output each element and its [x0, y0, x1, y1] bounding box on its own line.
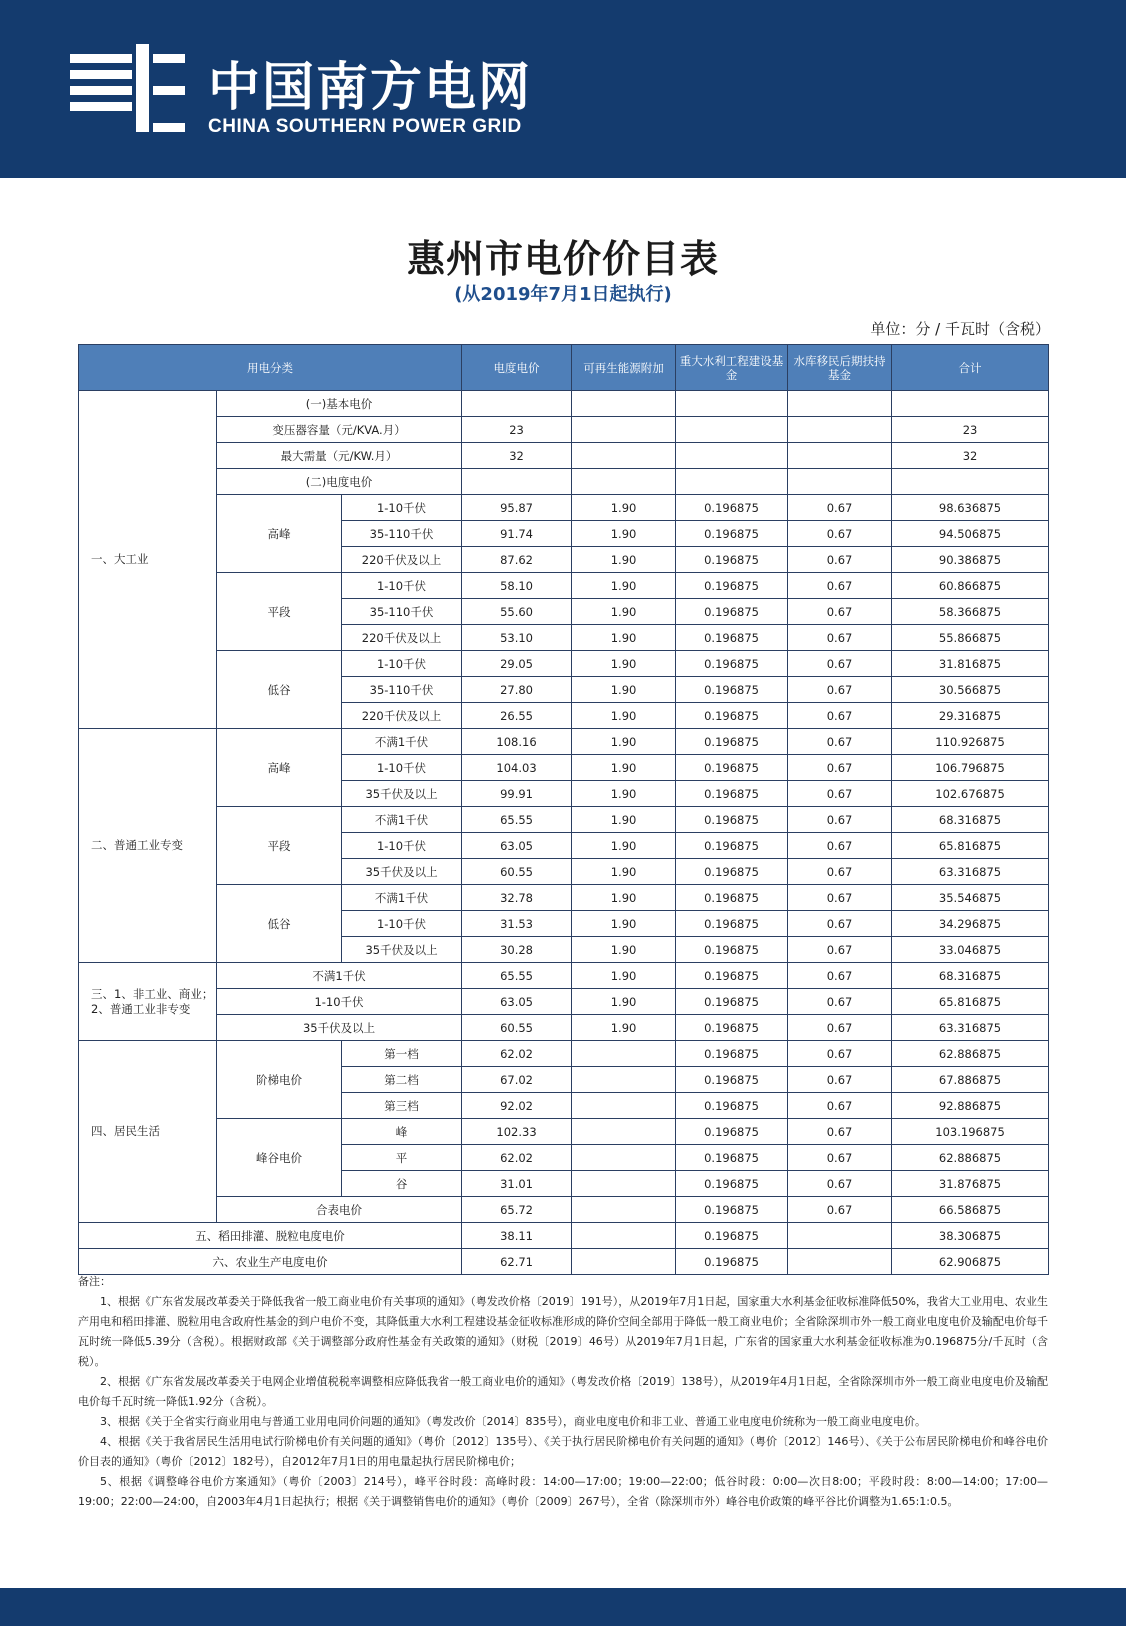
cell-total: 66.586875: [892, 1197, 1049, 1223]
cell-hydro: 0.196875: [676, 937, 788, 963]
cell-reservoir: 0.67: [788, 651, 892, 677]
row-label: 最大需量（元/KW.月）: [217, 443, 462, 469]
cell-hydro: 0.196875: [676, 729, 788, 755]
cell-hydro: 0.196875: [676, 885, 788, 911]
cell-hydro: 0.196875: [676, 807, 788, 833]
cell-price: 91.74: [462, 521, 572, 547]
table-row: [79, 1015, 1049, 1041]
cell-price: 67.02: [462, 1067, 572, 1093]
table-row: [79, 573, 1049, 599]
cell-total: 65.816875: [892, 989, 1049, 1015]
cell-price: 108.16: [462, 729, 572, 755]
cell-total: 94.506875: [892, 521, 1049, 547]
cell-total: 33.046875: [892, 937, 1049, 963]
row-label: 35-110千伏: [342, 677, 462, 703]
table-row: [79, 807, 1049, 833]
cell-total: 62.886875: [892, 1145, 1049, 1171]
cell-total: 32: [892, 443, 1049, 469]
cell-renewable: 1.90: [572, 521, 676, 547]
row-label: 1-10千伏: [342, 495, 462, 521]
table-row: [79, 989, 1049, 1015]
cell-total: 98.636875: [892, 495, 1049, 521]
cell-reservoir: 0.67: [788, 859, 892, 885]
footer-band: [0, 1588, 1126, 1626]
cell-reservoir: 0.67: [788, 703, 892, 729]
cell-price: 65.55: [462, 807, 572, 833]
section-paddy: 五、稻田排灌、脱粒电度电价: [79, 1223, 462, 1249]
cell-hydro: 0.196875: [676, 599, 788, 625]
cell-reservoir: 0.67: [788, 1145, 892, 1171]
cell-price: 26.55: [462, 703, 572, 729]
period-valley: 低谷: [217, 651, 342, 729]
cell-renewable: 1.90: [572, 625, 676, 651]
cell-price: 87.62: [462, 547, 572, 573]
row-label: 35千伏及以上: [342, 781, 462, 807]
cell-price: 63.05: [462, 833, 572, 859]
cell-reservoir: 0.67: [788, 547, 892, 573]
cell-hydro: 0.196875: [676, 625, 788, 651]
cell-hydro: 0.196875: [676, 521, 788, 547]
row-label: 220千伏及以上: [342, 547, 462, 573]
table-row: [79, 469, 1049, 495]
row-label: 35-110千伏: [342, 521, 462, 547]
cell-hydro: 0.196875: [676, 1041, 788, 1067]
cell-renewable: 1.90: [572, 1015, 676, 1041]
cell-total: 55.866875: [892, 625, 1049, 651]
cell-hydro: 0.196875: [676, 781, 788, 807]
cell-price: 95.87: [462, 495, 572, 521]
brand-name-en: CHINA SOUTHERN POWER GRID: [208, 116, 522, 137]
section-general-industry: 二、普通工业专变: [79, 729, 217, 963]
header-renewable: 可再生能源附加: [572, 345, 676, 391]
cell-total: 68.316875: [892, 807, 1049, 833]
cell-hydro: 0.196875: [676, 755, 788, 781]
period-flat: 平段: [217, 573, 342, 651]
row-label: 35千伏及以上: [342, 937, 462, 963]
cell-reservoir: 0.67: [788, 755, 892, 781]
row-label: 不满1千伏: [342, 885, 462, 911]
cell-renewable: 1.90: [572, 807, 676, 833]
cell-total: 65.816875: [892, 833, 1049, 859]
cell-renewable: 1.90: [572, 547, 676, 573]
cell-price: 65.72: [462, 1197, 572, 1223]
cell-renewable: 1.90: [572, 599, 676, 625]
row-label: 变压器容量（元/KVA.月）: [217, 417, 462, 443]
header-total: 合计: [892, 345, 1049, 391]
note-item: 4、根据《关于我省居民生活用电试行阶梯电价有关问题的通知》（粤价〔2012〕135号）、《关于执行居民阶梯电价有关问题的通知》（粤价〔2012〕146号）、《关于公布居民阶梯电价和峰谷电价价目表的通知》（粤价〔2012〕182号），自2012年7月1日的用电量起执行居民阶梯电价；: [78, 1435, 1048, 1468]
header-category: 用电分类: [79, 345, 462, 391]
cell-hydro: 0.196875: [676, 703, 788, 729]
cell-hydro: 0.196875: [676, 1119, 788, 1145]
row-label: 220千伏及以上: [342, 625, 462, 651]
cell-hydro: 0.196875: [676, 911, 788, 937]
cell-renewable: 1.90: [572, 885, 676, 911]
notes-section: [78, 1272, 1048, 1512]
cell-hydro: 0.196875: [676, 1015, 788, 1041]
cell-total: 110.926875: [892, 729, 1049, 755]
cell-reservoir: 0.67: [788, 1015, 892, 1041]
cell-renewable: 1.90: [572, 989, 676, 1015]
cell-reservoir: 0.67: [788, 573, 892, 599]
cell-price: 30.28: [462, 937, 572, 963]
cell-price: 104.03: [462, 755, 572, 781]
cell-price: 65.55: [462, 963, 572, 989]
group-tou: 峰谷电价: [217, 1119, 342, 1197]
cell-renewable: 1.90: [572, 703, 676, 729]
row-label: 1-10千伏: [342, 911, 462, 937]
cell-total: 29.316875: [892, 703, 1049, 729]
table-row: [79, 1223, 1049, 1249]
cell-total: 106.796875: [892, 755, 1049, 781]
row-label: 1-10千伏: [342, 573, 462, 599]
table-row: [79, 651, 1049, 677]
row-label: 35千伏及以上: [342, 859, 462, 885]
cell-hydro: 0.196875: [676, 1067, 788, 1093]
cell-price: 31.01: [462, 1171, 572, 1197]
cell-renewable: 1.90: [572, 495, 676, 521]
table-header-row: [79, 345, 1049, 391]
row-label: 第一档: [342, 1041, 462, 1067]
period-flat: 平段: [217, 807, 342, 885]
cell-reservoir: 0.67: [788, 807, 892, 833]
cell-hydro: 0.196875: [676, 833, 788, 859]
row-label: 35-110千伏: [342, 599, 462, 625]
table-row: [79, 1119, 1049, 1145]
cell-total: 23: [892, 417, 1049, 443]
row-label: 峰: [342, 1119, 462, 1145]
cell-total: 60.866875: [892, 573, 1049, 599]
table-row: [79, 1041, 1049, 1067]
cell-reservoir: 0.67: [788, 989, 892, 1015]
cell-total: 31.876875: [892, 1171, 1049, 1197]
cell-price: 58.10: [462, 573, 572, 599]
header-reservoir: 水库移民后期扶持基金: [788, 345, 892, 391]
row-label: 1-10千伏: [342, 833, 462, 859]
table-row: [79, 417, 1049, 443]
cell-reservoir: 0.67: [788, 1093, 892, 1119]
cell-total: 90.386875: [892, 547, 1049, 573]
cell-total: 67.886875: [892, 1067, 1049, 1093]
group-combined: 合表电价: [217, 1197, 462, 1223]
cell-hydro: 0.196875: [676, 1249, 788, 1275]
cell-total: 31.816875: [892, 651, 1049, 677]
cell-hydro: 0.196875: [676, 651, 788, 677]
cell-total: 58.366875: [892, 599, 1049, 625]
cell-reservoir: 0.67: [788, 599, 892, 625]
cell-total: 63.316875: [892, 1015, 1049, 1041]
row-label: 第三档: [342, 1093, 462, 1119]
table-row: [79, 391, 1049, 417]
row-label: 35千伏及以上: [217, 1015, 462, 1041]
table-row: [79, 963, 1049, 989]
cell-total: 62.886875: [892, 1041, 1049, 1067]
cell-price: 23: [462, 417, 572, 443]
cell-total: 103.196875: [892, 1119, 1049, 1145]
row-label: 不满1千伏: [342, 807, 462, 833]
note-item: 3、根据《关于全省实行商业用电与普通工业用电同价问题的通知》（粤发改价〔2014〕835号），商业电度电价和非工业、普通工业电度电价统称为一般工商业电度电价。: [100, 1415, 926, 1428]
cell-reservoir: 0.67: [788, 937, 892, 963]
cell-reservoir: 0.67: [788, 833, 892, 859]
cell-renewable: 1.90: [572, 755, 676, 781]
table-row: [79, 443, 1049, 469]
cell-total: 62.906875: [892, 1249, 1049, 1275]
cell-renewable: 1.90: [572, 937, 676, 963]
note-item: 1、根据《广东省发展改革委关于降低我省一般工商业电价有关事项的通知》（粤发改价格〔2019〕191号），从2019年7月1日起，国家重大水利基金征收标准降低50%，我省大工业用电、农业生产用电和稻田排灌、脱粒用电含政府性基金的到户电价不变，其降低重大水利工程建设基金征收标准形成的降价空间全部用于降低一般工商业电价；全省除深圳市外一般工商业电度电价及输配电价每千瓦时统一降低5.39分（含税）。根据财政部《关于调整部分政府性基金有关政策的通知》（财税〔2019〕46号）从2019年7月1日起，广东省的国家重大水利基金征收标准为0.196875分/千瓦时（含税）。: [78, 1295, 1048, 1368]
cell-price: 60.55: [462, 1015, 572, 1041]
cell-hydro: 0.196875: [676, 859, 788, 885]
period-peak: 高峰: [217, 495, 342, 573]
cell-price: 92.02: [462, 1093, 572, 1119]
cell-renewable: 1.90: [572, 573, 676, 599]
cell-total: 35.546875: [892, 885, 1049, 911]
period-valley: 低谷: [217, 885, 342, 963]
table-row: [79, 1249, 1049, 1275]
header-band: [0, 0, 1126, 178]
cell-renewable: 1.90: [572, 677, 676, 703]
row-label: 平: [342, 1145, 462, 1171]
cell-reservoir: 0.67: [788, 1067, 892, 1093]
cell-renewable: 1.90: [572, 963, 676, 989]
cell-reservoir: 0.67: [788, 1197, 892, 1223]
cell-price: 53.10: [462, 625, 572, 651]
note-item: 5、根据《调整峰谷电价方案通知》（粤价〔2003〕214号），峰平谷时段：高峰时段：14:00—17:00；19:00—22:00；低谷时段：0:00—次日8:00；平段时段：8:00—14:00；17:00—19:00；22:00—24:00，自2003年4月1日起执行；根据《关于调整销售电价的通知》（粤价〔2009〕267号），全省（除深圳市外）峰谷电价政策的峰平谷比价调整为1.65:1:0.5。: [78, 1475, 1048, 1508]
table-row: [79, 1197, 1049, 1223]
row-label: 谷: [342, 1171, 462, 1197]
cell-total: 68.316875: [892, 963, 1049, 989]
notes-title: 备注：: [78, 1275, 111, 1288]
row-label: 1-10千伏: [217, 989, 462, 1015]
cell-price: 60.55: [462, 859, 572, 885]
cell-reservoir: 0.67: [788, 885, 892, 911]
cell-reservoir: 0.67: [788, 495, 892, 521]
cell-reservoir: 0.67: [788, 781, 892, 807]
cell-price: 32: [462, 443, 572, 469]
cell-hydro: 0.196875: [676, 1223, 788, 1249]
unit-label: 单位：分 / 千瓦时（含税）: [870, 320, 1050, 338]
page-title: 惠州市电价价目表: [406, 237, 719, 281]
cell-reservoir: 0.67: [788, 729, 892, 755]
cell-total: 92.886875: [892, 1093, 1049, 1119]
section-agriculture: 六、农业生产电度电价: [79, 1249, 462, 1275]
row-label: 不满1千伏: [342, 729, 462, 755]
table-row: [79, 885, 1049, 911]
cell-total: 38.306875: [892, 1223, 1049, 1249]
cell-price: 38.11: [462, 1223, 572, 1249]
period-peak: 高峰: [217, 729, 342, 807]
cell-renewable: 1.90: [572, 833, 676, 859]
cell-reservoir: 0.67: [788, 1041, 892, 1067]
cell-total: 34.296875: [892, 911, 1049, 937]
cell-price: 62.02: [462, 1145, 572, 1171]
header-price: 电度电价: [462, 345, 572, 391]
cell-total: 63.316875: [892, 859, 1049, 885]
row-label: 1-10千伏: [342, 755, 462, 781]
cell-price: 29.05: [462, 651, 572, 677]
cell-price: 102.33: [462, 1119, 572, 1145]
subheader-energy: (二)电度电价: [217, 469, 462, 495]
header-hydro: 重大水利工程建设基金: [676, 345, 788, 391]
cell-reservoir: 0.67: [788, 1119, 892, 1145]
cell-hydro: 0.196875: [676, 963, 788, 989]
csg-logo-icon: [70, 44, 185, 132]
row-label: 220千伏及以上: [342, 703, 462, 729]
table-row: [79, 495, 1049, 521]
cell-price: 31.53: [462, 911, 572, 937]
note-item: 2、根据《广东省发展改革委关于电网企业增值税税率调整相应降低我省一般工商业电价的通知》（粤发改价格〔2019〕138号），从2019年4月1日起，全省除深圳市外一般工商业电度电价及输配电价每千瓦时统一降低1.92分（含税）。: [78, 1375, 1048, 1408]
cell-hydro: 0.196875: [676, 547, 788, 573]
cell-reservoir: 0.67: [788, 521, 892, 547]
cell-reservoir: 0.67: [788, 625, 892, 651]
cell-hydro: 0.196875: [676, 1145, 788, 1171]
cell-renewable: 1.90: [572, 729, 676, 755]
section-large-industry: 一、大工业: [79, 391, 217, 729]
brand-name-cn: 中国南方电网: [208, 58, 533, 118]
cell-renewable: 1.90: [572, 911, 676, 937]
cell-price: 99.91: [462, 781, 572, 807]
cell-hydro: 0.196875: [676, 1171, 788, 1197]
cell-renewable: 1.90: [572, 859, 676, 885]
cell-hydro: 0.196875: [676, 1093, 788, 1119]
group-tiered: 阶梯电价: [217, 1041, 342, 1119]
cell-hydro: 0.196875: [676, 989, 788, 1015]
row-label: 1-10千伏: [342, 651, 462, 677]
cell-hydro: 0.196875: [676, 1197, 788, 1223]
cell-price: 27.80: [462, 677, 572, 703]
cell-total: 102.676875: [892, 781, 1049, 807]
cell-reservoir: 0.67: [788, 963, 892, 989]
cell-reservoir: 0.67: [788, 1171, 892, 1197]
cell-price: 62.71: [462, 1249, 572, 1275]
cell-renewable: 1.90: [572, 781, 676, 807]
cell-price: 55.60: [462, 599, 572, 625]
page-subtitle: (从2019年7月1日起执行): [454, 284, 672, 305]
price-table: [78, 344, 1049, 1275]
section-residential: 四、居民生活: [79, 1041, 217, 1223]
cell-reservoir: 0.67: [788, 677, 892, 703]
cell-renewable: 1.90: [572, 651, 676, 677]
row-label: 第二档: [342, 1067, 462, 1093]
table-row: [79, 729, 1049, 755]
row-label: 不满1千伏: [217, 963, 462, 989]
section-non-industry: 三、1、非工业、商业；2、普通工业非专变: [79, 963, 217, 1041]
cell-hydro: 0.196875: [676, 495, 788, 521]
cell-price: 62.02: [462, 1041, 572, 1067]
cell-reservoir: 0.67: [788, 911, 892, 937]
cell-total: 30.566875: [892, 677, 1049, 703]
cell-price: 63.05: [462, 989, 572, 1015]
cell-hydro: 0.196875: [676, 573, 788, 599]
cell-price: 32.78: [462, 885, 572, 911]
cell-hydro: 0.196875: [676, 677, 788, 703]
subheader-basic: (一)基本电价: [217, 391, 462, 417]
